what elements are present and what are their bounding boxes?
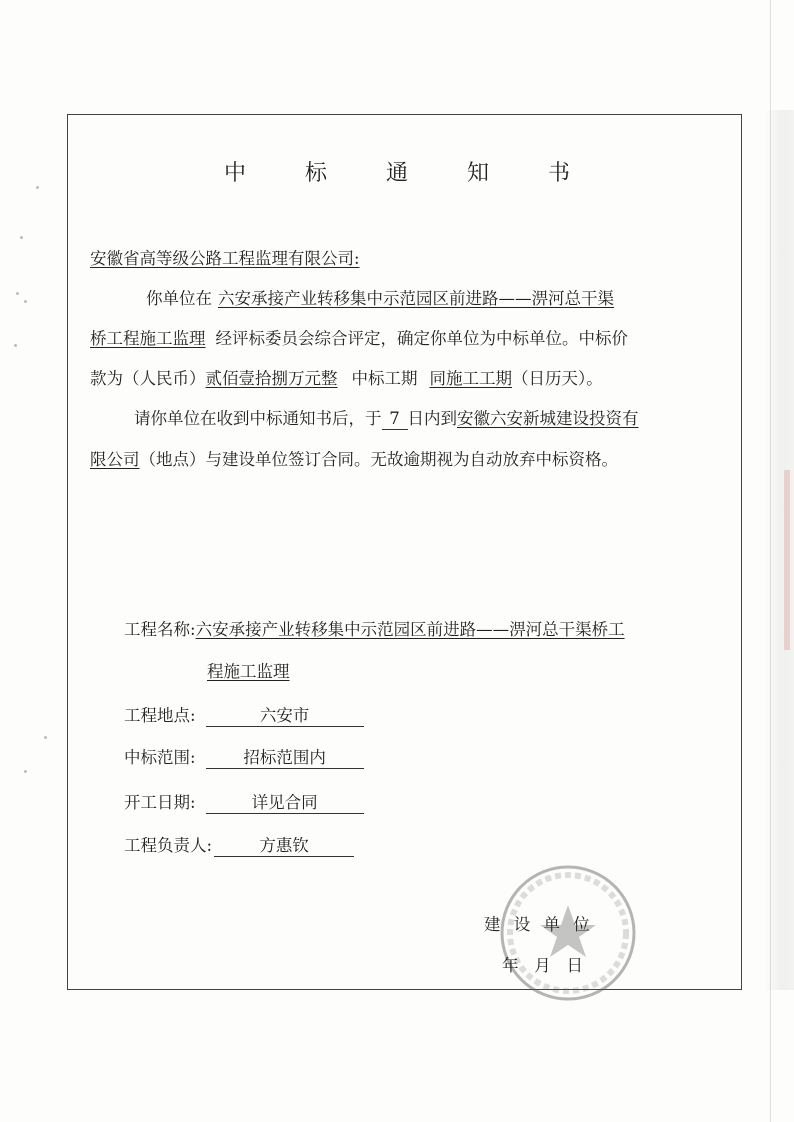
sign-days: 7 (382, 411, 408, 430)
para2-suffix: （地点）与建设单位签订合同。无故逾期视为自动放弃中标资格。 (139, 450, 618, 469)
signature-date: 年 月 日 (502, 956, 583, 975)
project-name-value2: 程施工监理 (207, 662, 290, 681)
signing-place-part1: 安徽六安新城建设投资有 (457, 409, 639, 428)
start-date-label: 开工日期: (124, 793, 196, 812)
scope-label: 中标范围: (124, 748, 196, 767)
signature-unit: 建 设 单 位 (484, 915, 594, 934)
field-scope (124, 750, 364, 769)
para1-prefix: 你单位在 (146, 289, 212, 308)
field-start-date (124, 795, 364, 814)
field-location (124, 708, 364, 727)
recipient-name: 安徽省高等级公路工程监理有限公司: (90, 249, 360, 268)
manager-value: 方惠钦 (214, 838, 354, 857)
para1-evaluation-text: 经评标委员会综合评定，确定你单位为中标单位。中标价 (215, 329, 628, 348)
price-prefix: 款为（人民币） (90, 369, 206, 388)
para2-line2 (90, 452, 618, 469)
para2-line1 (134, 411, 639, 430)
manager-label: 工程负责人: (124, 836, 213, 855)
start-date-value: 详见合同 (206, 795, 364, 814)
location-label: 工程地点: (124, 706, 196, 725)
para2-prefix: 请你单位在收到中标通知书后，于 (134, 409, 382, 428)
bid-period: 同施工工期 (429, 369, 512, 388)
signing-place-part2: 限公司 (90, 450, 140, 469)
project-name-value1: 六安承接产业转移集中示范园区前进路——淠河总干渠桥工 (195, 620, 625, 639)
period-suffix: （日历天）。 (512, 369, 603, 388)
para2-mid: 日内到 (407, 409, 457, 428)
para1-line3 (90, 371, 603, 388)
bid-amount: 贰佰壹拾捌万元整 (205, 369, 338, 388)
para1-line2 (90, 331, 628, 348)
field-project-name-cont (207, 664, 290, 681)
period-label: 中标工期 (351, 369, 418, 388)
project-name-part1: 六安承接产业转移集中示范园区前进路——淠河总干渠 (218, 289, 614, 308)
document-title: 中 标 通 知 书 (224, 161, 596, 186)
location-value: 六安市 (206, 708, 364, 727)
project-name-label: 工程名称: (124, 620, 196, 639)
scan-red-mark (784, 470, 790, 650)
scope-value: 招标范围内 (206, 750, 364, 769)
project-name-part2: 桥工程施工监理 (90, 329, 206, 348)
field-project-name (124, 622, 625, 639)
field-manager (124, 838, 354, 857)
para1-line1 (146, 291, 614, 308)
recipient-line (90, 251, 360, 268)
